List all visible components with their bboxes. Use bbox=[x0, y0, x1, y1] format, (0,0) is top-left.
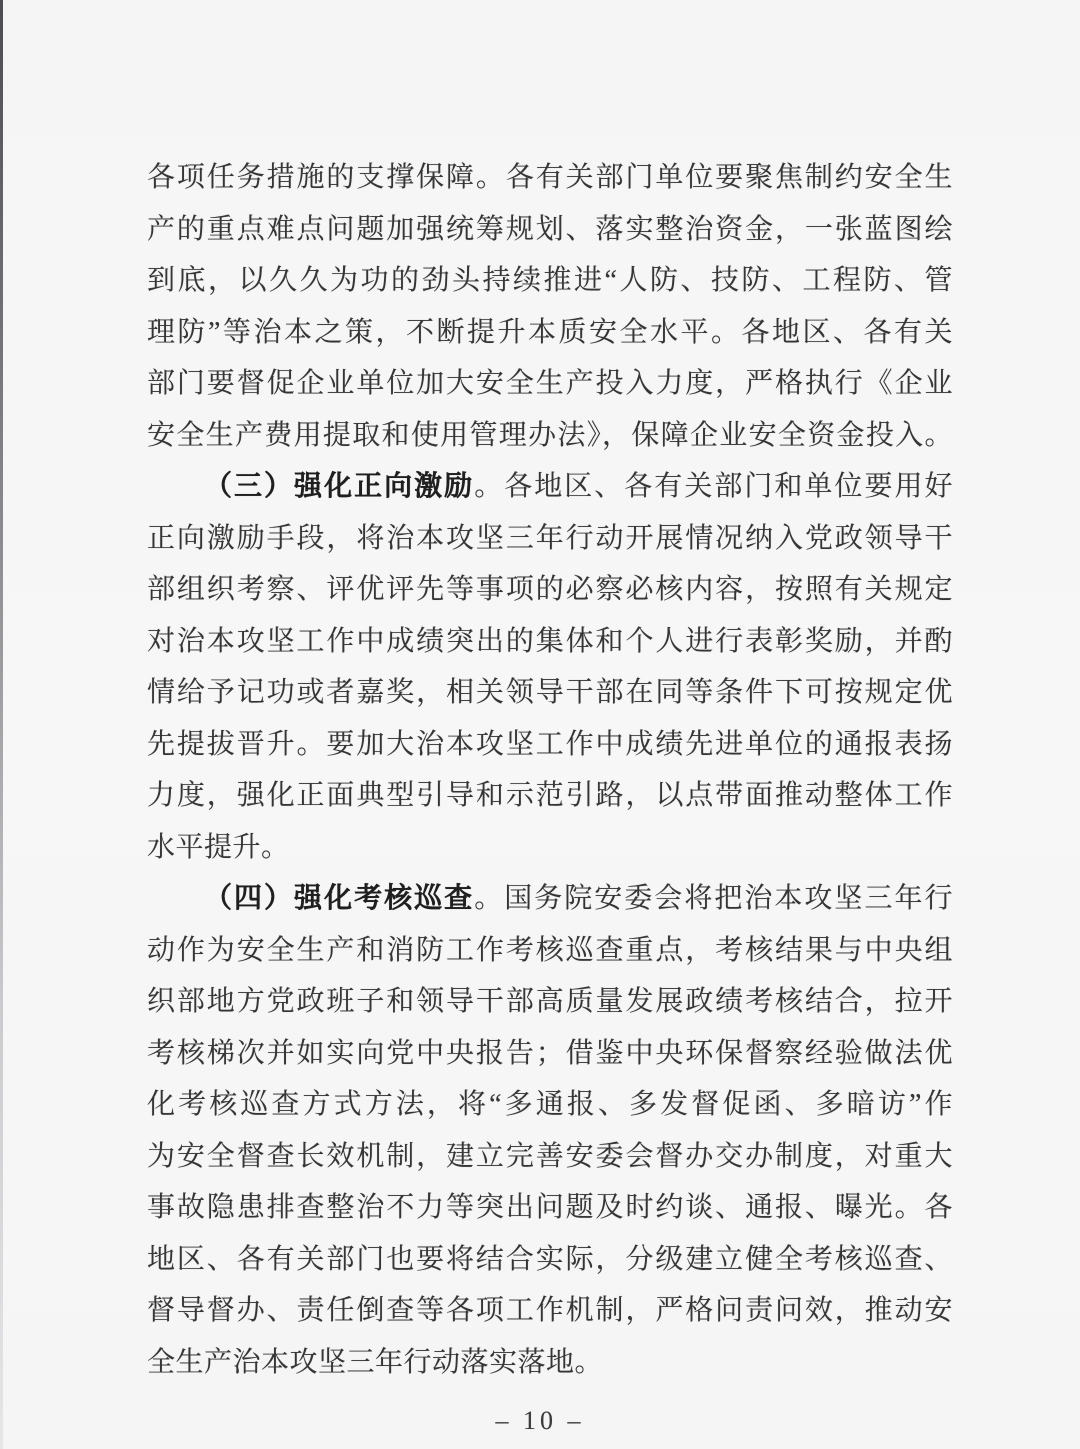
text-line: 考核梯次并如实向党中央报告；借鉴中央环保督察经验做法优 bbox=[147, 1037, 953, 1069]
section-heading: （四）强化考核巡查 bbox=[204, 883, 475, 914]
text-line: 产的重点难点问题加强统筹规划、落实整治资金，一张蓝图绘 bbox=[147, 213, 953, 245]
text-line: 到底，以久久为功的劲头持续推进“人防、技防、工程防、管 bbox=[147, 265, 953, 296]
text-line: 全生产治本攻坚三年行动落实落地。 bbox=[147, 1346, 604, 1378]
text-line: 力度，强化正面典型引导和示范引路，以点带面推动整体工作 bbox=[147, 780, 953, 811]
text-line: 对治本攻坚工作中成绩突出的集体和个人进行表彰奖励，并酌 bbox=[147, 625, 953, 657]
text-line: （三）强化正向激励。各地区、各有关部门和单位要用好 bbox=[204, 471, 953, 502]
text-line: 先提拔晋升。要加大治本攻坚工作中成绩先进单位的通报表扬 bbox=[147, 728, 953, 760]
section-heading: （三）强化正向激励 bbox=[204, 471, 475, 502]
page-number: – 10 – bbox=[495, 1406, 585, 1435]
text-line: 正向激励手段，将治本攻坚三年行动开展情况纳入党政领导干 bbox=[147, 522, 953, 554]
text-line: 水平提升。 bbox=[147, 831, 290, 863]
text-line: 为安全督查长效机制，建立完善安委会督办交办制度，对重大 bbox=[147, 1140, 953, 1172]
text-line: 理防”等治本之策，不断提升本质安全水平。各地区、各有关 bbox=[147, 316, 953, 348]
text-line: 部门要督促企业单位加大安全生产投入力度，严格执行《企业 bbox=[147, 368, 953, 399]
text-line: 动作为安全生产和消防工作考核巡查重点，考核结果与中央组 bbox=[147, 934, 953, 966]
text-line: 情给予记功或者嘉奖，相关领导干部在同等条件下可按规定优 bbox=[147, 677, 953, 708]
text-line: 化考核巡查方式方法，将“多通报、多发督促函、多暗访”作 bbox=[147, 1089, 953, 1120]
document-text bbox=[147, 152, 953, 1388]
scan-edge-artifact bbox=[0, 0, 3, 1449]
text-line: （四）强化考核巡查。国务院安委会将把治本攻坚三年行 bbox=[204, 883, 953, 914]
text-line: 督导督办、责任倒查等各项工作机制，严格问责问效，推动安 bbox=[147, 1295, 953, 1326]
text-line: 各项任务措施的支撑保障。各有关部门单位要聚焦制约安全生 bbox=[147, 162, 953, 193]
text-line: 安全生产费用提取和使用管理办法》，保障企业安全资金投入。 bbox=[147, 419, 953, 451]
text-line: 地区、各有关部门也要将结合实际，分级建立健全考核巡查、 bbox=[147, 1243, 953, 1275]
text-line: 织部地方党政班子和领导干部高质量发展政绩考核结合，拉开 bbox=[147, 986, 953, 1017]
text-line: 事故隐患排查整治不力等突出问题及时约谈、通报、曝光。各 bbox=[147, 1192, 953, 1223]
text-line: 部组织考察、评优评先等事项的必察必核内容，按照有关规定 bbox=[147, 574, 953, 605]
